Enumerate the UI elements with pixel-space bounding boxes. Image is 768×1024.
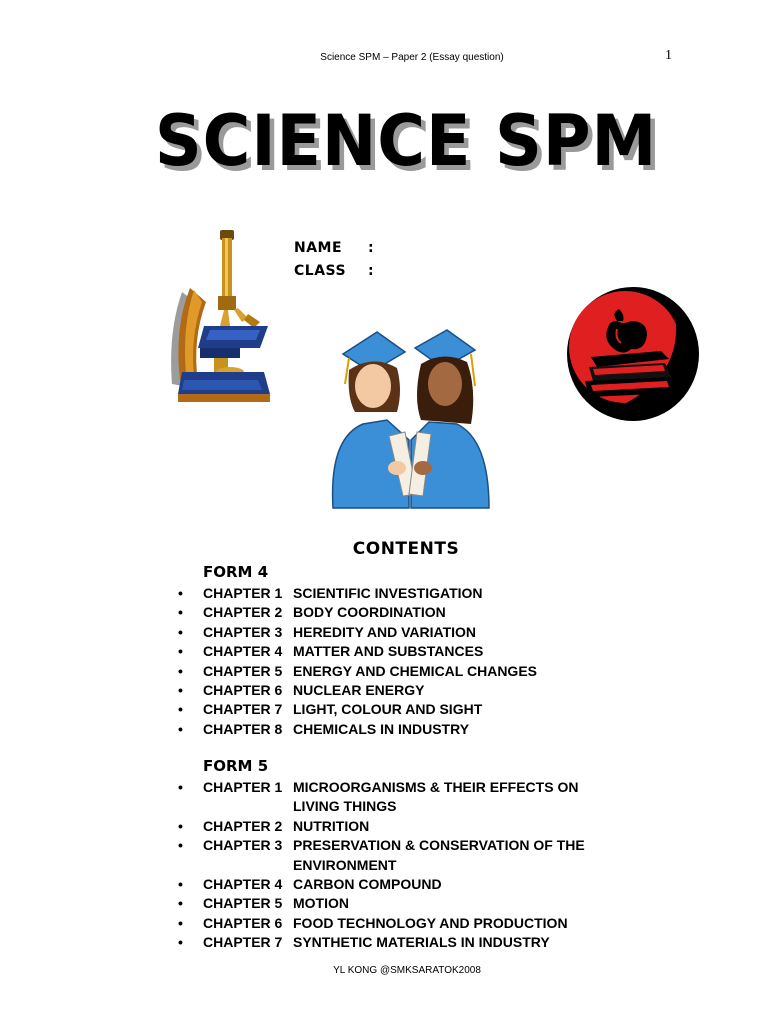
bullet-icon: • xyxy=(178,662,183,679)
form4-heading: FORM 4 xyxy=(203,563,269,581)
bullet-icon: • xyxy=(178,682,183,699)
class-field-row xyxy=(294,263,374,279)
bullet-icon: • xyxy=(178,779,183,795)
list-item: • CHAPTER 3 PRESERVATION & CONSERVATION OF THE ENVIRONMENT xyxy=(178,837,585,873)
list-item: • CHAPTER 3 HEREDITY AND VARIATION xyxy=(178,623,608,642)
form5-chapter-list xyxy=(178,778,608,953)
bullet-icon: • xyxy=(178,934,183,951)
microscope-icon xyxy=(164,222,276,407)
name-colon: : xyxy=(368,240,375,256)
bullet-icon: • xyxy=(178,837,183,854)
list-item: • CHAPTER 2 BODY COORDINATION xyxy=(178,603,608,622)
list-item: • CHAPTER 2 NUTRITION xyxy=(178,817,608,836)
form5-heading: FORM 5 xyxy=(203,757,269,775)
list-item: • CHAPTER 6 NUCLEAR ENERGY xyxy=(178,681,608,700)
list-item: • CHAPTER 5 MOTION xyxy=(178,894,608,913)
page-footer: YL KONG @SMKSARATOK2008 xyxy=(333,965,481,976)
list-item: • CHAPTER 4 MATTER AND SUBSTANCES xyxy=(178,642,608,661)
page-number: 1 xyxy=(665,48,672,63)
list-item: • CHAPTER 6 FOOD TECHNOLOGY AND PRODUCTION xyxy=(178,914,608,933)
graduates-icon xyxy=(325,328,495,510)
bullet-icon: • xyxy=(178,585,183,601)
bullet-icon: • xyxy=(178,817,183,834)
contents-heading: CONTENTS xyxy=(352,539,460,559)
list-item: • CHAPTER 1 MICROORGANISMS & THEIR EFFECTS ON LIVING THINGS xyxy=(178,779,579,815)
class-label: CLASS xyxy=(294,263,347,279)
bullet-icon: • xyxy=(178,914,183,931)
bullet-icon: • xyxy=(178,876,183,893)
bullet-icon: • xyxy=(178,720,183,737)
class-colon: : xyxy=(368,263,375,279)
form4-chapter-list xyxy=(178,584,608,739)
name-field-row xyxy=(294,240,374,256)
list-item: • CHAPTER 7 LIGHT, COLOUR AND SIGHT xyxy=(178,700,608,719)
bullet-icon: • xyxy=(178,623,183,640)
name-label: NAME xyxy=(294,240,343,256)
list-item: • CHAPTER 5 ENERGY AND CHEMICAL CHANGES xyxy=(178,662,608,681)
list-item: • CHAPTER 1 SCIENTIFIC INVESTIGATION xyxy=(178,584,608,603)
list-item: • CHAPTER 8 CHEMICALS IN INDUSTRY xyxy=(178,720,608,739)
bullet-icon: • xyxy=(178,895,183,912)
books-apple-icon xyxy=(565,285,701,423)
bullet-icon: • xyxy=(178,604,183,621)
list-item: • CHAPTER 7 SYNTHETIC MATERIALS IN INDUSTRY xyxy=(178,933,608,952)
list-item: • CHAPTER 4 CARBON COMPOUND xyxy=(178,875,608,894)
page-title: SCIENCE SPM xyxy=(154,100,658,182)
bullet-icon: • xyxy=(178,643,183,660)
bullet-icon: • xyxy=(178,701,183,718)
running-header: Science SPM – Paper 2 (Essay question) xyxy=(320,52,504,63)
